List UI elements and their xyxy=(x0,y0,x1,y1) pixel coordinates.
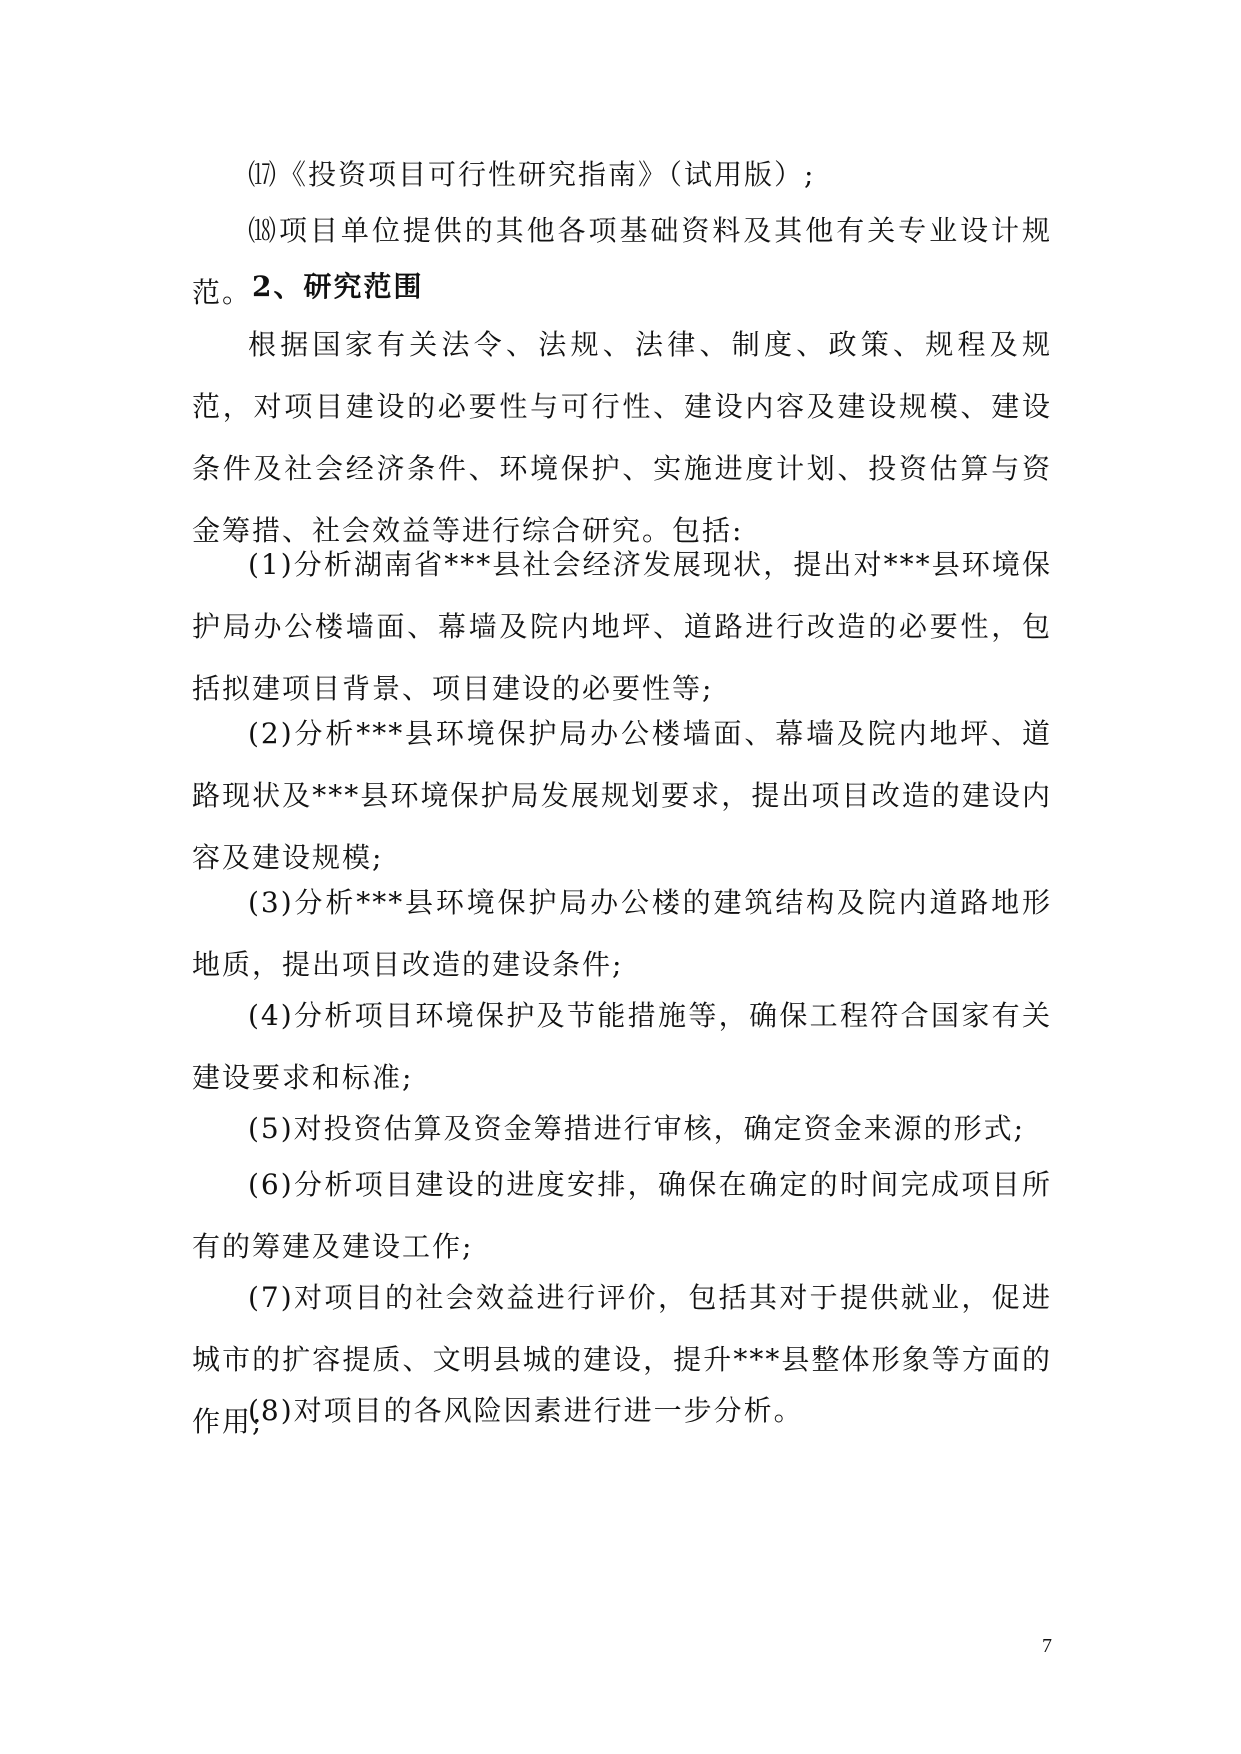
paragraph-reference-18: ⒅项目单位提供的其他各项基础资料及其他有关专业设计规范。 xyxy=(192,214,1052,309)
paragraph-item-3: (3)分析***县环境保护局办公楼的建筑结构及院内道路地形地质，提出项目改造的建设条件; xyxy=(192,886,1052,981)
paragraph-item-6: (6)分析项目建设的进度安排，确保在确定的时间完成项目所有的筹建及建设工作; xyxy=(192,1168,1052,1263)
section-heading: 2、研究范围 xyxy=(252,270,424,303)
paragraph-item-4: (4)分析项目环境保护及节能措施等，确保工程符合国家有关建设要求和标准; xyxy=(192,999,1052,1094)
page-number: 7 xyxy=(1042,1635,1052,1657)
paragraph-item-2: (2)分析***县环境保护局办公楼墙面、幕墙及院内地坪、道路现状及***县环境保护局发展规划要求，提出项目改造的建设内容及建设规模; xyxy=(192,717,1052,874)
paragraph-item-8: (8)对项目的各风险因素进行进一步分析。 xyxy=(248,1394,804,1427)
paragraph-item-7: (7)对项目的社会效益进行评价，包括其对于提供就业，促进城市的扩容提质、文明县城的建设，提升***县整体形象等方面的作用; xyxy=(192,1281,1052,1438)
paragraph-item-5: (5)对投资估算及资金筹措进行审核，确定资金来源的形式; xyxy=(248,1112,1026,1145)
paragraph-reference-17: ⒄《投资项目可行性研究指南》（试用版）; xyxy=(248,158,816,191)
paragraph-intro: 根据国家有关法令、法规、法律、制度、政策、规程及规范，对项目建设的必要性与可行性、建设内容及建设规模、建设条件及社会经济条件、环境保护、实施进度计划、投资估算与资金筹措、社会效益等进行综合研究。包括: xyxy=(192,328,1052,547)
paragraph-item-1: (1)分析湖南省***县社会经济发展现状，提出对***县环境保护局办公楼墙面、幕墙及院内地坪、道路进行改造的必要性，包括拟建项目背景、项目建设的必要性等; xyxy=(192,548,1052,705)
